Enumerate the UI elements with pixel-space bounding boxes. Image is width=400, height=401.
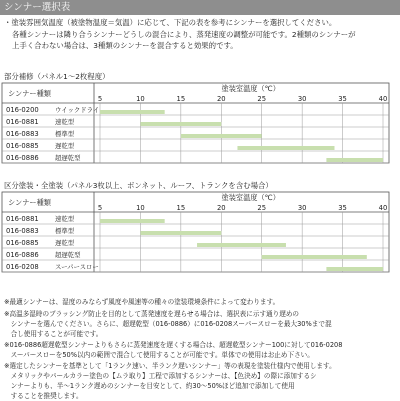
thinner-code: 016-0886 xyxy=(6,251,39,259)
temperature-range-bar xyxy=(197,243,286,247)
tick-label: 5 xyxy=(97,95,103,103)
note-line: ※最適シンナーは、湿度のみならず風度や風速等の種々の塗装環境条件によって変わります。 xyxy=(4,298,280,306)
intro-line: 各種シンナーは隣り合うシンナーどうしの混合により、蒸発速度の調整が可能です。2種類のシンナーが xyxy=(12,30,356,39)
thinner-type: 標準型 xyxy=(55,130,75,138)
page-title: シンナー選択表 xyxy=(4,2,71,13)
temperature-range-bar xyxy=(100,219,165,223)
note-line: メタリックやパールカラー塗色の【ムラ取り】工程で添加するシンナーは、【色決め】の際に添加するシ xyxy=(4,372,317,380)
temperature-range-bar xyxy=(262,255,367,259)
thinner-type: 超遅乾型 xyxy=(55,154,81,162)
thinner-type: 遅乾型 xyxy=(55,239,75,247)
thinner-code: 016-0208 xyxy=(6,263,39,271)
thinner-type: 標準型 xyxy=(55,227,75,235)
tick-label: 15 xyxy=(176,95,186,103)
note-line: ※選定したシンナーを基準として「1ランク速い、半ランク遅いシンナー」等の表現を塗装仕様内で使用します。 xyxy=(4,362,336,370)
tick-label: 35 xyxy=(338,204,347,212)
note-line: ンナーよりも、半～1ランク遅めのシンナーを目安として、約30～50%ほど追加で添加して使用 xyxy=(4,382,295,390)
tick-label: 10 xyxy=(136,204,145,212)
thinner-type: 速乾型 xyxy=(55,118,75,126)
thinner-code: 016-0885 xyxy=(6,239,39,247)
tick-label: 30 xyxy=(297,204,307,212)
note-line: ※高温多湿時のブラッシング防止を目的として蒸発速度を遅らせる場合は、選択表に示す通り遅めの xyxy=(4,310,300,318)
thinner-code: 016-0883 xyxy=(6,130,39,138)
note-line: ※016-0886超遅乾型シンナーよりもさらに蒸発速度を遅くする場合は、超遅乾型シンナー100に対して016-0208 xyxy=(4,341,343,349)
note-line: シンナーを選んでください。さらに、超遅乾型（016-0886）に016-0208スーパースローを最大30%まで混 xyxy=(4,320,332,328)
note-line: することを推奨します。 xyxy=(4,392,83,400)
tick-label: 40 xyxy=(378,95,388,103)
intro-line: ・塗装雰囲気温度（被塗物温度＝気温）に応じて、下記の表を参考にシンナーを選択してください。 xyxy=(4,18,337,27)
thinner-type: ウイックドライ xyxy=(55,106,100,114)
section-title-partial: 部分補修（パネル1～2枚程度） xyxy=(4,72,110,81)
tick-label: 40 xyxy=(378,204,388,212)
thinner-code: 016-0881 xyxy=(6,215,39,223)
thinner-code: 016-0881 xyxy=(6,118,39,126)
header-code: シンナー種類 xyxy=(8,89,51,98)
note-line: スーパースローを50%以内の範囲で混合して使用することが可能です。単体での使用はお止め下さい。 xyxy=(4,351,314,359)
thinner-code: 016-0886 xyxy=(6,154,39,162)
tick-label: 20 xyxy=(216,95,226,103)
tick-label: 10 xyxy=(136,95,145,103)
thinner-code: 016-0885 xyxy=(6,142,39,150)
thinner-type: スーパースロー xyxy=(55,263,99,271)
header-temp: 塗装室温度（℃） xyxy=(221,193,280,202)
tick-label: 20 xyxy=(216,204,226,212)
intro-line: 上手く合わない場合は、3種類のシンナーを混合すると効果的です。 xyxy=(12,41,238,50)
section-title-full: 区分塗装・全塗装（パネル3枚以上、ボンネット、ルーフ、トランクを含む場合） xyxy=(4,181,273,190)
thinner-type: 遅乾型 xyxy=(55,142,75,150)
temperature-range-bar xyxy=(326,267,383,271)
thinner-type: 速乾型 xyxy=(55,215,75,223)
tick-label: 5 xyxy=(97,204,103,212)
thinner-code: 016-0883 xyxy=(6,227,39,235)
tick-label: 15 xyxy=(176,204,186,212)
tick-label: 35 xyxy=(338,95,347,103)
header-temp: 塗装室温度（℃） xyxy=(221,84,280,93)
thinner-code: 016-0200 xyxy=(6,106,39,114)
tick-label: 25 xyxy=(257,204,267,212)
tick-label: 25 xyxy=(257,95,267,103)
temperature-range-bar xyxy=(140,231,221,235)
thinner-type: 超遅乾型 xyxy=(55,251,81,259)
note-line: 合し使用することが可能です。 xyxy=(4,330,103,338)
tick-label: 30 xyxy=(297,95,307,103)
header-code: シンナー種類 xyxy=(8,198,51,207)
